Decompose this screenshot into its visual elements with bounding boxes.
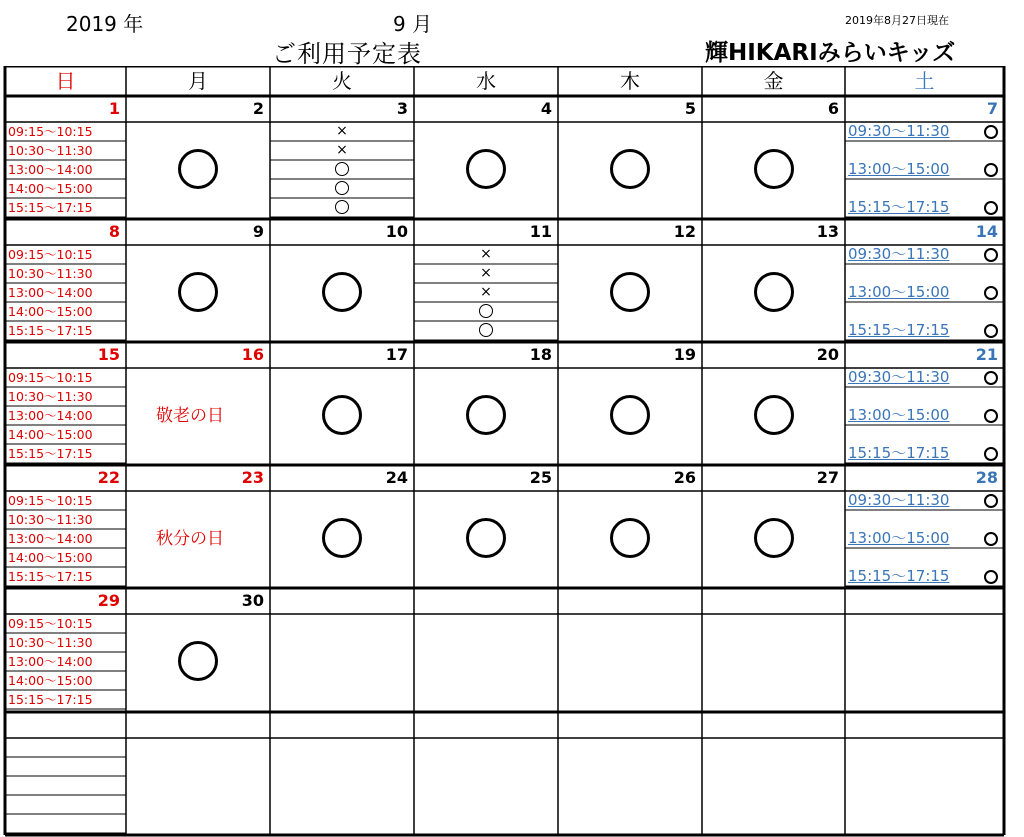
date-number: 2 bbox=[252, 99, 264, 118]
available-circle-icon bbox=[335, 162, 349, 176]
saturday-slot: 15:15～17:15 bbox=[848, 321, 950, 339]
weekday-4: 木 bbox=[620, 69, 640, 93]
saturday-slot: 13:00～15:00 bbox=[848, 283, 950, 301]
sunday-slot: 14:00～15:00 bbox=[8, 427, 93, 442]
weekday-6: 土 bbox=[914, 69, 935, 93]
sunday-slot: 10:30～11:30 bbox=[8, 143, 93, 158]
available-circle-icon bbox=[984, 447, 998, 461]
unavailable-cross-icon: × bbox=[336, 123, 348, 139]
available-circle-icon bbox=[335, 200, 349, 214]
date-number: 15 bbox=[97, 345, 120, 364]
available-circle-icon bbox=[610, 149, 650, 189]
sunday-slot: 15:15～17:15 bbox=[8, 692, 93, 707]
date-number: 22 bbox=[97, 468, 120, 487]
available-circle-icon bbox=[466, 149, 506, 189]
sunday-slot: 14:00～15:00 bbox=[8, 550, 93, 565]
sunday-slot: 14:00～15:00 bbox=[8, 673, 93, 688]
available-circle-icon bbox=[466, 518, 506, 558]
date-number: 24 bbox=[385, 468, 408, 487]
weekday-2: 火 bbox=[332, 69, 352, 93]
date-number: 9 bbox=[252, 222, 264, 241]
date-number: 27 bbox=[816, 468, 839, 487]
saturday-slot: 09:30～11:30 bbox=[848, 245, 950, 263]
available-circle-icon bbox=[984, 201, 998, 215]
date-number: 12 bbox=[673, 222, 696, 241]
weekday-5: 金 bbox=[763, 69, 784, 93]
date-number: 20 bbox=[816, 345, 839, 364]
date-number: 8 bbox=[108, 222, 120, 241]
sunday-slot: 13:00～14:00 bbox=[8, 531, 93, 546]
weekday-1: 月 bbox=[188, 69, 208, 93]
year-label: 2019 年 bbox=[66, 12, 144, 36]
sunday-slot: 09:15～10:15 bbox=[8, 124, 93, 139]
date-number: 10 bbox=[385, 222, 408, 241]
available-circle-icon bbox=[754, 395, 794, 435]
saturday-slot: 15:15～17:15 bbox=[848, 198, 950, 216]
sunday-slot: 15:15～17:15 bbox=[8, 569, 93, 584]
saturday-slot: 13:00～15:00 bbox=[848, 160, 950, 178]
date-number: 28 bbox=[975, 468, 998, 487]
sunday-slot: 15:15～17:15 bbox=[8, 446, 93, 461]
date-number: 26 bbox=[673, 468, 696, 487]
date-number: 16 bbox=[241, 345, 264, 364]
available-circle-icon bbox=[754, 518, 794, 558]
available-circle-icon bbox=[322, 518, 362, 558]
sunday-slot: 13:00～14:00 bbox=[8, 162, 93, 177]
available-circle-icon bbox=[479, 323, 493, 337]
date-number: 25 bbox=[529, 468, 552, 487]
available-circle-icon bbox=[984, 163, 998, 177]
available-circle-icon bbox=[322, 272, 362, 312]
sunday-slot: 09:15～10:15 bbox=[8, 370, 93, 385]
sunday-slot: 14:00～15:00 bbox=[8, 304, 93, 319]
as-of-date: 2019年8月27日現在 bbox=[845, 14, 949, 27]
unavailable-cross-icon: × bbox=[480, 265, 492, 281]
date-number: 11 bbox=[529, 222, 552, 241]
sunday-slot: 14:00～15:00 bbox=[8, 181, 93, 196]
date-number: 5 bbox=[684, 99, 696, 118]
date-number: 14 bbox=[975, 222, 998, 241]
date-number: 18 bbox=[529, 345, 552, 364]
date-number: 13 bbox=[816, 222, 839, 241]
available-circle-icon bbox=[610, 518, 650, 558]
available-circle-icon bbox=[984, 286, 998, 300]
available-circle-icon bbox=[984, 324, 998, 338]
date-number: 7 bbox=[986, 99, 998, 118]
date-number: 30 bbox=[241, 591, 264, 610]
available-circle-icon bbox=[178, 641, 218, 681]
sunday-slot: 09:15～10:15 bbox=[8, 616, 93, 631]
date-number: 29 bbox=[97, 591, 120, 610]
date-number: 6 bbox=[827, 99, 839, 118]
unavailable-cross-icon: × bbox=[336, 142, 348, 158]
date-number: 4 bbox=[540, 99, 552, 118]
available-circle-icon bbox=[984, 570, 998, 584]
available-circle-icon bbox=[754, 149, 794, 189]
saturday-slot: 15:15～17:15 bbox=[848, 444, 950, 462]
holiday-label: 秋分の日 bbox=[156, 528, 224, 549]
organization-name: 輝HIKARIみらいキッズ bbox=[705, 40, 956, 66]
available-circle-icon bbox=[178, 149, 218, 189]
available-circle-icon bbox=[754, 272, 794, 312]
saturday-slot: 15:15～17:15 bbox=[848, 567, 950, 585]
sunday-slot: 10:30～11:30 bbox=[8, 635, 93, 650]
date-number: 19 bbox=[673, 345, 696, 364]
available-circle-icon bbox=[984, 371, 998, 385]
sunday-slot: 09:15～10:15 bbox=[8, 493, 93, 508]
available-circle-icon bbox=[984, 532, 998, 546]
page-title: ご利用予定表 bbox=[272, 40, 422, 68]
date-number: 23 bbox=[241, 468, 264, 487]
sunday-slot: 13:00～14:00 bbox=[8, 408, 93, 423]
weekday-0: 日 bbox=[55, 69, 76, 93]
available-circle-icon bbox=[610, 272, 650, 312]
saturday-slot: 13:00～15:00 bbox=[848, 529, 950, 547]
calendar-grid bbox=[0, 66, 1024, 837]
unavailable-cross-icon: × bbox=[480, 246, 492, 262]
available-circle-icon bbox=[479, 304, 493, 318]
saturday-slot: 09:30～11:30 bbox=[848, 368, 950, 386]
sunday-slot: 09:15～10:15 bbox=[8, 247, 93, 262]
date-number: 3 bbox=[396, 99, 408, 118]
date-number: 21 bbox=[975, 345, 998, 364]
sunday-slot: 10:30～11:30 bbox=[8, 389, 93, 404]
saturday-slot: 13:00～15:00 bbox=[848, 406, 950, 424]
available-circle-icon bbox=[178, 272, 218, 312]
available-circle-icon bbox=[984, 409, 998, 423]
page-header bbox=[0, 0, 1024, 66]
sunday-slot: 13:00～14:00 bbox=[8, 285, 93, 300]
sunday-slot: 10:30～11:30 bbox=[8, 266, 93, 281]
sunday-slot: 15:15～17:15 bbox=[8, 200, 93, 215]
sunday-slot: 15:15～17:15 bbox=[8, 323, 93, 338]
available-circle-icon bbox=[466, 395, 506, 435]
sunday-slot: 10:30～11:30 bbox=[8, 512, 93, 527]
date-number: 17 bbox=[385, 345, 408, 364]
available-circle-icon bbox=[322, 395, 362, 435]
available-circle-icon bbox=[984, 494, 998, 508]
saturday-slot: 09:30～11:30 bbox=[848, 122, 950, 140]
weekday-3: 水 bbox=[476, 69, 496, 93]
available-circle-icon bbox=[984, 248, 998, 262]
saturday-slot: 09:30～11:30 bbox=[848, 491, 950, 509]
holiday-label: 敬老の日 bbox=[156, 405, 224, 426]
month-label: 9 月 bbox=[393, 12, 433, 36]
unavailable-cross-icon: × bbox=[480, 284, 492, 300]
available-circle-icon bbox=[610, 395, 650, 435]
date-number: 1 bbox=[108, 99, 120, 118]
available-circle-icon bbox=[335, 181, 349, 195]
available-circle-icon bbox=[984, 125, 998, 139]
sunday-slot: 13:00～14:00 bbox=[8, 654, 93, 669]
